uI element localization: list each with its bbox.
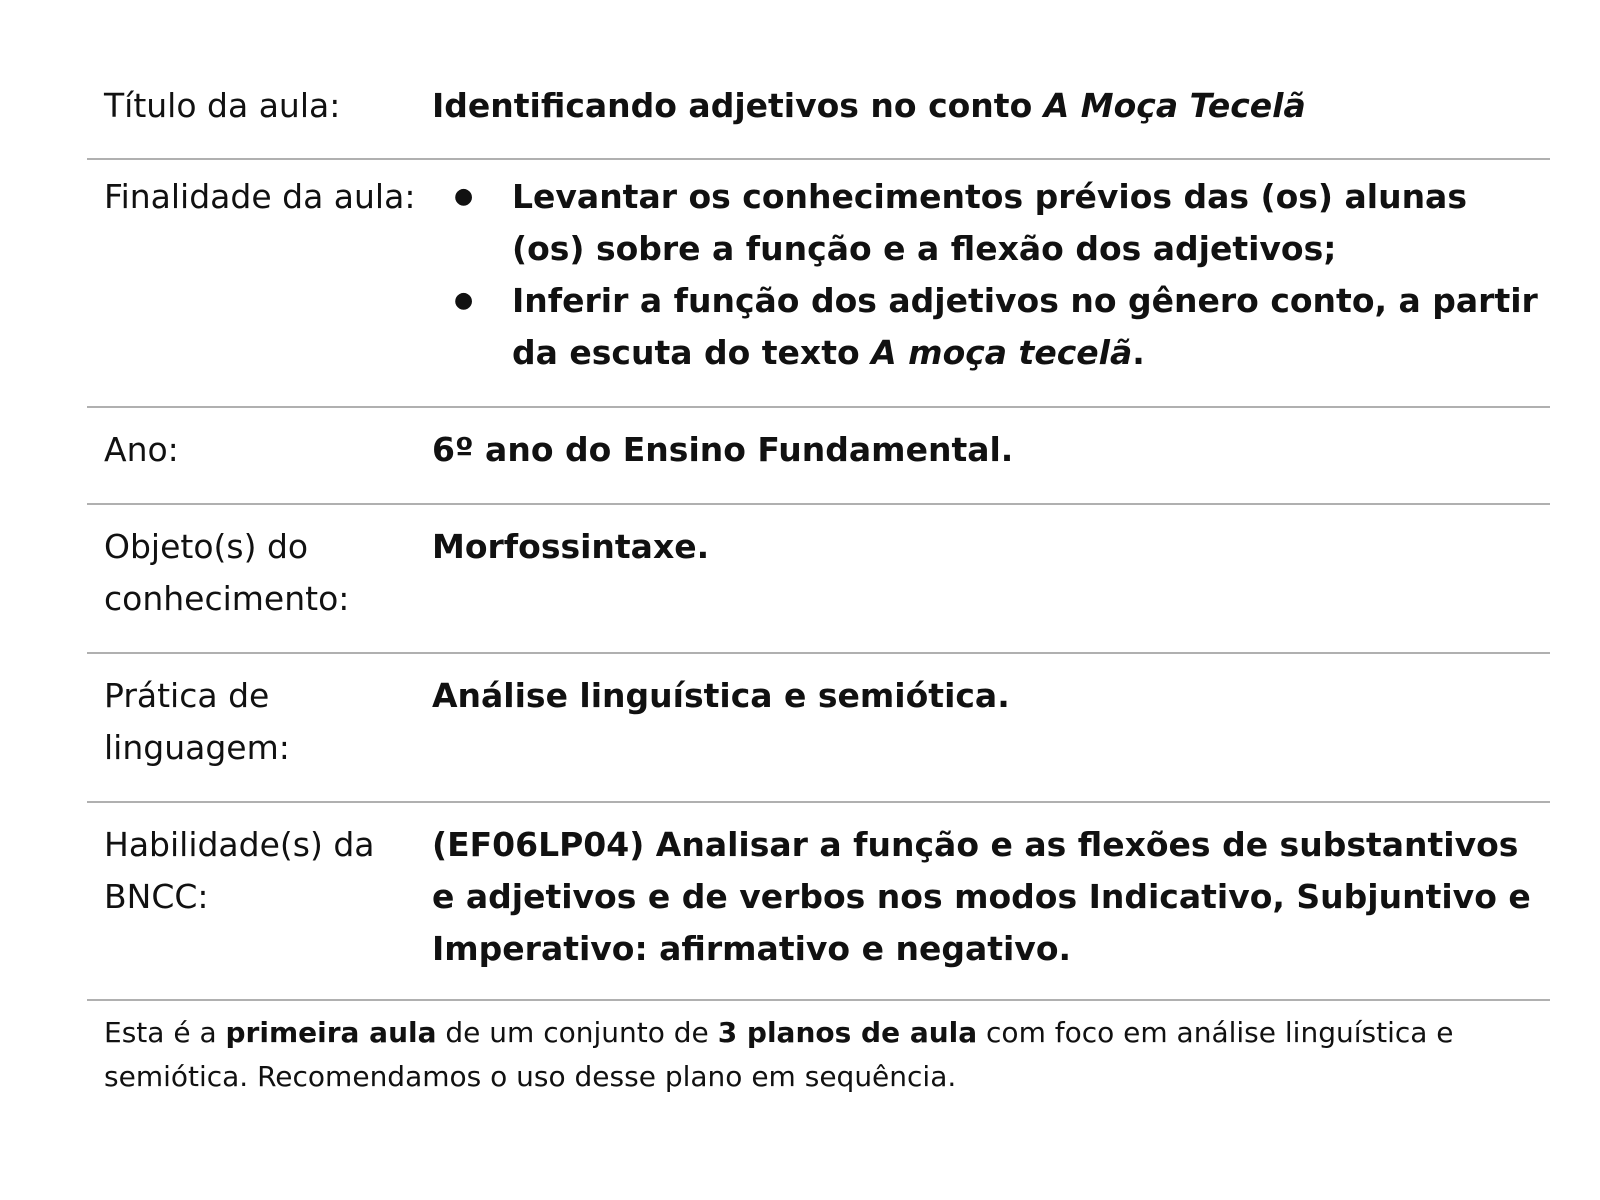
row-knowledge-object [87,505,1550,654]
row-title [87,66,1550,160]
footer-bold: primeira aula [225,1016,437,1049]
bullet-italic: A moça tecelã [871,333,1133,372]
value-bncc-skills: (EF06LP04) Analisar a função e as flexões de substantivos e adjetivos e de verbos nos modos Indicativo, Subjuntivo e Imperativo: afirmativo e negativo. [432,825,1531,968]
footer-text: Esta é a [104,1016,226,1049]
row-year [87,408,1550,505]
row-bncc-skills [87,803,1550,1001]
title-text: Identificando adjetivos no conto [432,86,1044,125]
label-year: Ano: [104,430,179,469]
row-language-practice [87,654,1550,803]
bullet-text: Inferir a função dos adjetivos no gênero conto, a partir da escuta do texto [512,281,1538,372]
bullet-icon: ● [454,288,474,313]
value-language-practice: Análise linguística e semiótica. [432,676,1010,715]
footer-note [87,1001,1550,1099]
value-knowledge-object: Morfossintaxe. [432,527,710,566]
list-item [454,171,1550,275]
purpose-list [432,171,1550,379]
label-bncc-skills: Habilidade(s) da BNCC: [104,825,375,916]
value-title [432,66,1550,158]
title-italic: A Moça Tecelã [1043,86,1306,125]
value-purpose [432,160,1550,406]
value-year: 6º ano do Ensino Fundamental. [432,430,1014,469]
footer-text: de um conjunto de [436,1016,718,1049]
label-title: Título da aula: [104,86,341,125]
label-language-practice: Prática de linguagem: [104,676,290,767]
bullet-text: Levantar os conhecimentos prévios das (os) alunas (os) sobre a função e a flexão dos adjetivos; [512,177,1467,268]
bullet-icon: ● [454,184,474,209]
label-knowledge-object: Objeto(s) do conhecimento: [104,527,350,618]
lesson-plan-table [87,66,1550,1099]
label-purpose: Finalidade da aula: [104,177,416,216]
footer-bold: 3 planos de aula [717,1016,978,1049]
list-item [454,275,1550,379]
bullet-suffix: . [1132,333,1145,372]
row-purpose [87,160,1550,408]
footer-text: com foco em análise linguística e semiótica. Recomendamos o uso desse plano em sequência. [104,1016,1454,1093]
